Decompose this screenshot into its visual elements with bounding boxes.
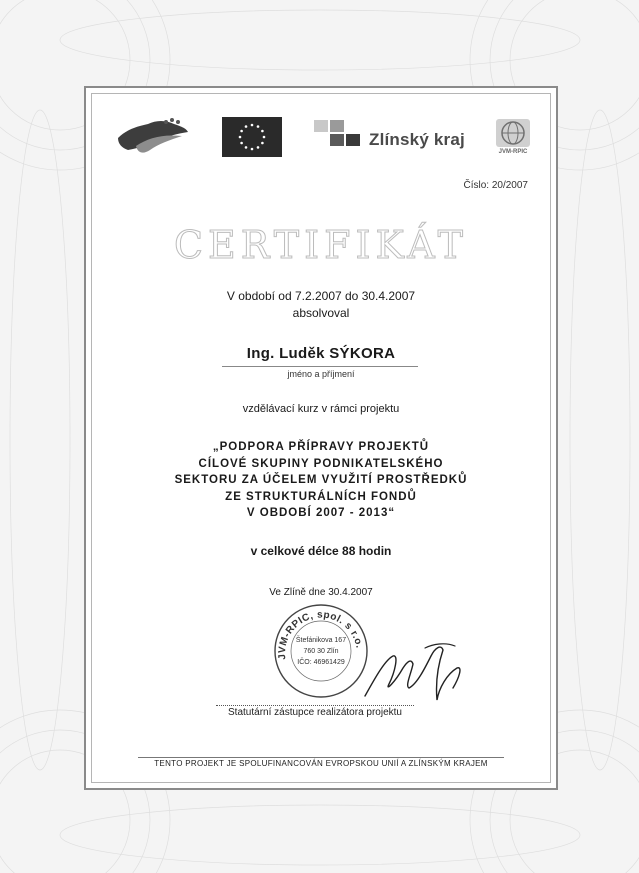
certificate-number: Číslo: 20/2007 <box>463 180 528 191</box>
period-text: V období od 7.2.2007 do 30.4.2007 <box>226 289 416 303</box>
zlinsky-kraj-squares-icon <box>314 118 364 158</box>
project-line: „PODPORA PŘÍPRAVY PROJEKTŮ <box>212 441 430 453</box>
stamp-ring-text: JVM-RPIC, spol. s r.o. <box>276 609 365 661</box>
place-date: Ve Zlíně dne 30.4.2007 <box>269 587 373 598</box>
stamp-line-1: Štefánikova 167 <box>295 637 347 644</box>
completed-text: absolvoval <box>292 306 350 320</box>
jvm-label: JVM-RPIC <box>498 149 528 155</box>
recipient-name: Ing. Luděk SÝKORA <box>246 345 396 362</box>
stamp-line-2: 760 30 Zlín <box>303 648 339 655</box>
project-line: ZE STRUKTURÁLNÍCH FONDŮ <box>225 490 417 503</box>
footer-divider <box>138 757 504 758</box>
stamp-line-3: IČO: 46961429 <box>297 659 345 666</box>
footer-text: TENTO PROJEKT JE SPOLUFINANCOVÁN EVROPSKOU UNIÍ A ZLÍNSKÝM KRAJEM <box>154 759 488 768</box>
project-line: V OBDOBÍ 2007 - 2013“ <box>246 507 396 519</box>
project-line: SEKTORU ZA ÚČELEM VYUŽITÍ PROSTŘEDKŮ <box>174 474 468 486</box>
project-title <box>91 439 551 522</box>
signatory-caption: Statutární zástupce realizátora projektu <box>228 707 402 718</box>
czech-map-logo <box>114 114 192 158</box>
course-duration: v celkové délce 88 hodin <box>250 544 392 558</box>
eu-flag-logo <box>222 117 282 157</box>
signature <box>355 638 485 708</box>
course-intro: vzdělávací kurz v rámci projektu <box>242 403 400 415</box>
name-caption: jméno a příjmení <box>287 369 355 379</box>
zlinsky-kraj-logo <box>314 118 474 158</box>
signature-line <box>216 705 414 706</box>
region-name: Zlínský kraj <box>369 130 465 149</box>
name-underline <box>222 366 418 367</box>
jvm-globe-icon <box>493 117 533 149</box>
jvm-rpic-logo <box>493 117 533 161</box>
certificate-title: CERTIFIKÁT <box>173 223 469 267</box>
project-line: CÍLOVÉ SKUPINY PODNIKATELSKÉHO <box>198 457 444 470</box>
